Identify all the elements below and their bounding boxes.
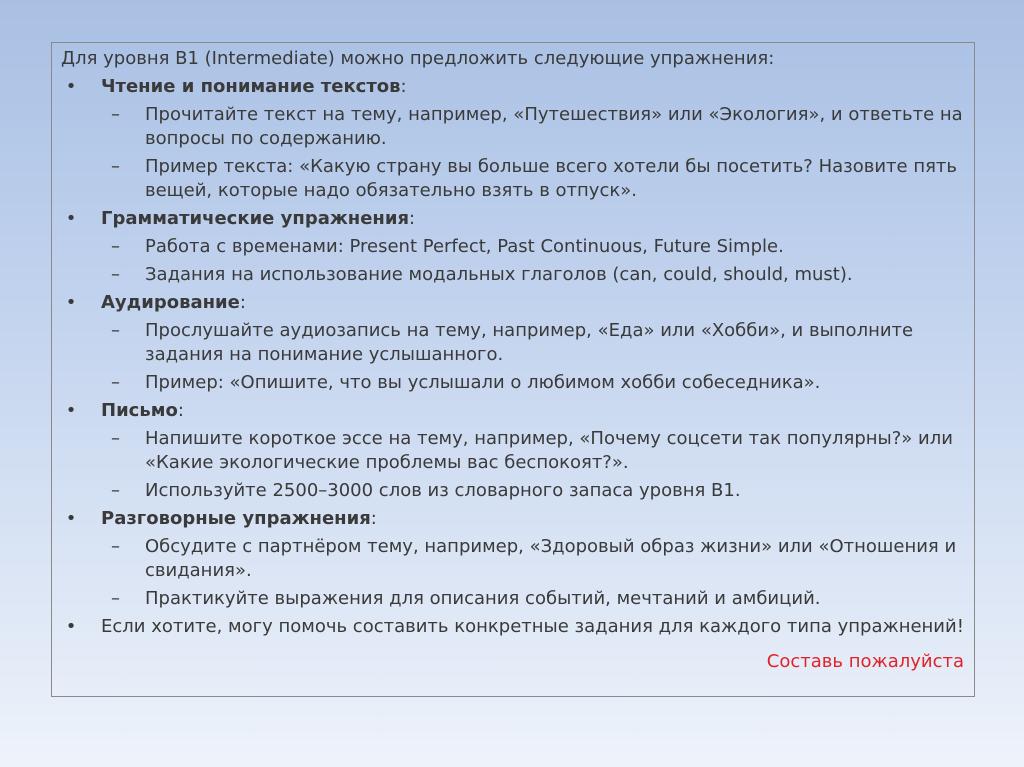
bullet-icon: •: [65, 208, 77, 229]
footer-note: Составь пожалуйста: [766, 651, 964, 672]
dash-icon: –: [111, 536, 120, 557]
section-listening: • Аудирование:: [61, 291, 964, 315]
bullet-icon: •: [65, 292, 77, 313]
list-item: – Пример текста: «Какую страну вы больше всего хотели бы посетить? Назовите пять вещей, которые надо обязательно взять в отпуск».: [111, 156, 958, 201]
list-item: – Прослушайте аудиозапись на тему, например, «Еда» или «Хобби», и выполните задания на понимание услышанного.: [111, 320, 914, 365]
bullet-icon: •: [65, 76, 77, 97]
section-title: Письмо: [101, 400, 178, 421]
section-title: Аудирование: [101, 292, 240, 313]
bullet-icon: •: [65, 616, 77, 637]
dash-icon: –: [111, 264, 120, 285]
dash-icon: –: [111, 480, 120, 501]
dash-icon: –: [111, 428, 120, 449]
bullet-icon: •: [65, 508, 77, 529]
section-title: Разговорные упражнения: [101, 508, 371, 529]
dash-icon: –: [111, 372, 120, 393]
list-item: – Прочитайте текст на тему, например, «Путешествия» или «Экология», и ответьте на вопросы по содержанию.: [111, 104, 963, 149]
list-item: – Практикуйте выражения для описания событий, мечтаний и амбиций.: [111, 588, 821, 609]
section-title: Грамматические упражнения: [101, 208, 410, 229]
list-item: – Работа с временами: Present Perfect, Past Continuous, Future Simple.: [111, 236, 784, 257]
list-item: – Используйте 2500–3000 слов из словарного запаса уровня B1.: [111, 480, 741, 501]
list-item: – Обсудите с партнёром тему, например, «Здоровый образ жизни» или «Отношения и свидания».: [111, 536, 957, 581]
section-grammar: • Грамматические упражнения:: [61, 207, 964, 231]
content-frame: [51, 42, 975, 697]
section-title: Чтение и понимание текстов: [101, 76, 401, 97]
list-item: – Пример: «Опишите, что вы услышали о любимом хобби собеседника».: [111, 372, 821, 393]
dash-icon: –: [111, 588, 120, 609]
dash-icon: –: [111, 156, 120, 177]
section-writing: • Письмо:: [61, 399, 964, 423]
closing-bullet: [61, 615, 964, 639]
section-reading: • Чтение и понимание текстов:: [61, 75, 964, 99]
list-item: – Задания на использование модальных глаголов (can, could, should, must).: [111, 264, 853, 285]
dash-icon: –: [111, 236, 120, 257]
dash-icon: –: [111, 320, 120, 341]
bullet-icon: •: [65, 400, 77, 421]
closing-text: Если хотите, могу помочь составить конкретные задания для каждого типа упражнений!: [101, 616, 964, 637]
intro-text: Для уровня B1 (Intermediate) можно предложить следующие упражнения:: [61, 48, 775, 69]
list-item: – Напишите короткое эссе на тему, например, «Почему соцсети так популярны?» или «Какие экологические проблемы вас беспокоят?».: [111, 428, 953, 473]
dash-icon: –: [111, 104, 120, 125]
section-speaking: • Разговорные упражнения:: [61, 507, 964, 531]
